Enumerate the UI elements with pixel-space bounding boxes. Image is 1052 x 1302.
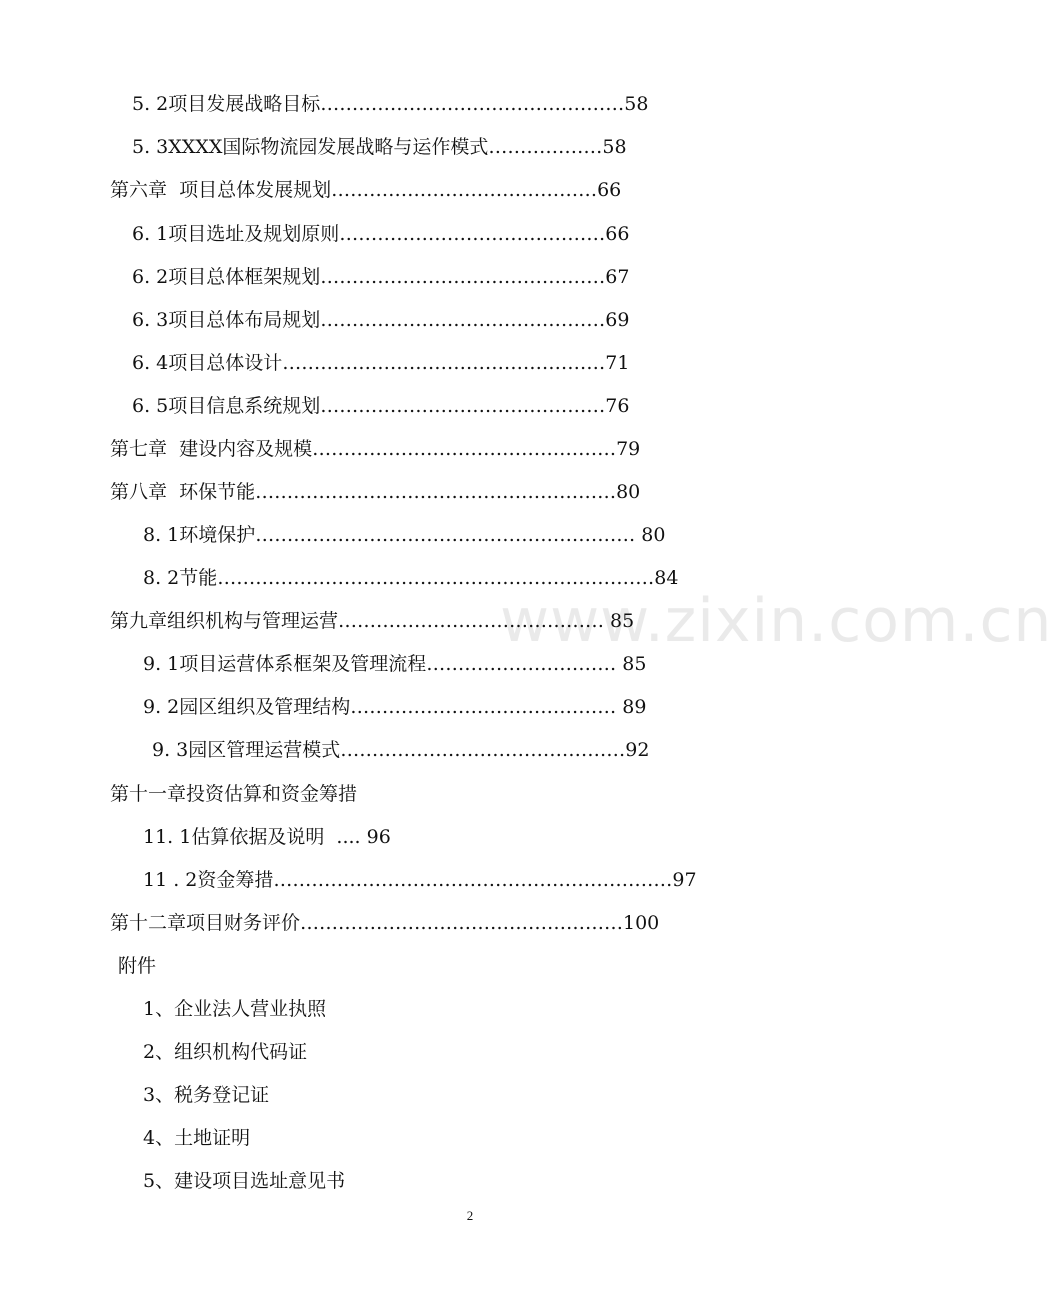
toc-entry: 6. 5项目信息系统规划………………………………………76: [132, 395, 630, 417]
toc-entry: 第九章组织机构与管理运营…………………………………… 85: [110, 610, 635, 632]
toc-entry: 11 . 2资金筹措………………………………………………………97: [143, 869, 697, 891]
appendix-item: 5、建设项目选址意见书: [143, 1170, 346, 1192]
appendix-item: 4、土地证明: [143, 1127, 251, 1149]
toc-entry: 11. 1估算依据及说明 .... 96: [143, 826, 391, 848]
appendix-item: 1、企业法人营业执照: [143, 998, 327, 1020]
toc-entry: 8. 1环境保护…………………………………………………… 80: [143, 524, 666, 546]
toc-entry: 6. 4项目总体设计……………………………………………71: [132, 352, 630, 374]
toc-entry: 5. 3XXXX国际物流园发展战略与运作模式………………58: [132, 136, 627, 158]
toc-entry: 6. 3项目总体布局规划………………………………………69: [132, 309, 630, 331]
page-number: 2: [466, 1208, 474, 1223]
toc-entry: 6. 1项目选址及规划原则……………………………………66: [132, 223, 630, 245]
toc-entry: 9. 3园区管理运营模式………………………………………92: [152, 739, 650, 761]
toc-entry: 5. 2项目发展战略目标…………………………………………58: [132, 93, 649, 115]
toc-entry: 第七章 建设内容及规模…………………………………………79: [110, 438, 641, 460]
toc-entry: 第六章 项目总体发展规划……………………………………66: [110, 179, 622, 201]
toc-entry: 9. 2园区组织及管理结构…………………………………… 89: [143, 696, 647, 718]
toc-entry: 第十一章投资估算和资金筹措: [110, 783, 358, 805]
watermark: www.zixin.com.cn: [500, 586, 1052, 656]
appendix-item: 2、组织机构代码证: [143, 1041, 308, 1063]
toc-entry: 第八章 环保节能…………………………………………………80: [110, 481, 641, 503]
toc-entry: 第十二章项目财务评价……………………………………………100: [110, 912, 660, 934]
appendix-heading: 附件: [118, 955, 157, 977]
toc-entry: 9. 1项目运营体系框架及管理流程………………………… 85: [143, 653, 647, 675]
toc-entry: 6. 2项目总体框架规划………………………………………67: [132, 266, 630, 288]
toc-entry: 8. 2节能……………………………………………………………84: [143, 567, 679, 589]
appendix-item: 3、税务登记证: [143, 1084, 270, 1106]
